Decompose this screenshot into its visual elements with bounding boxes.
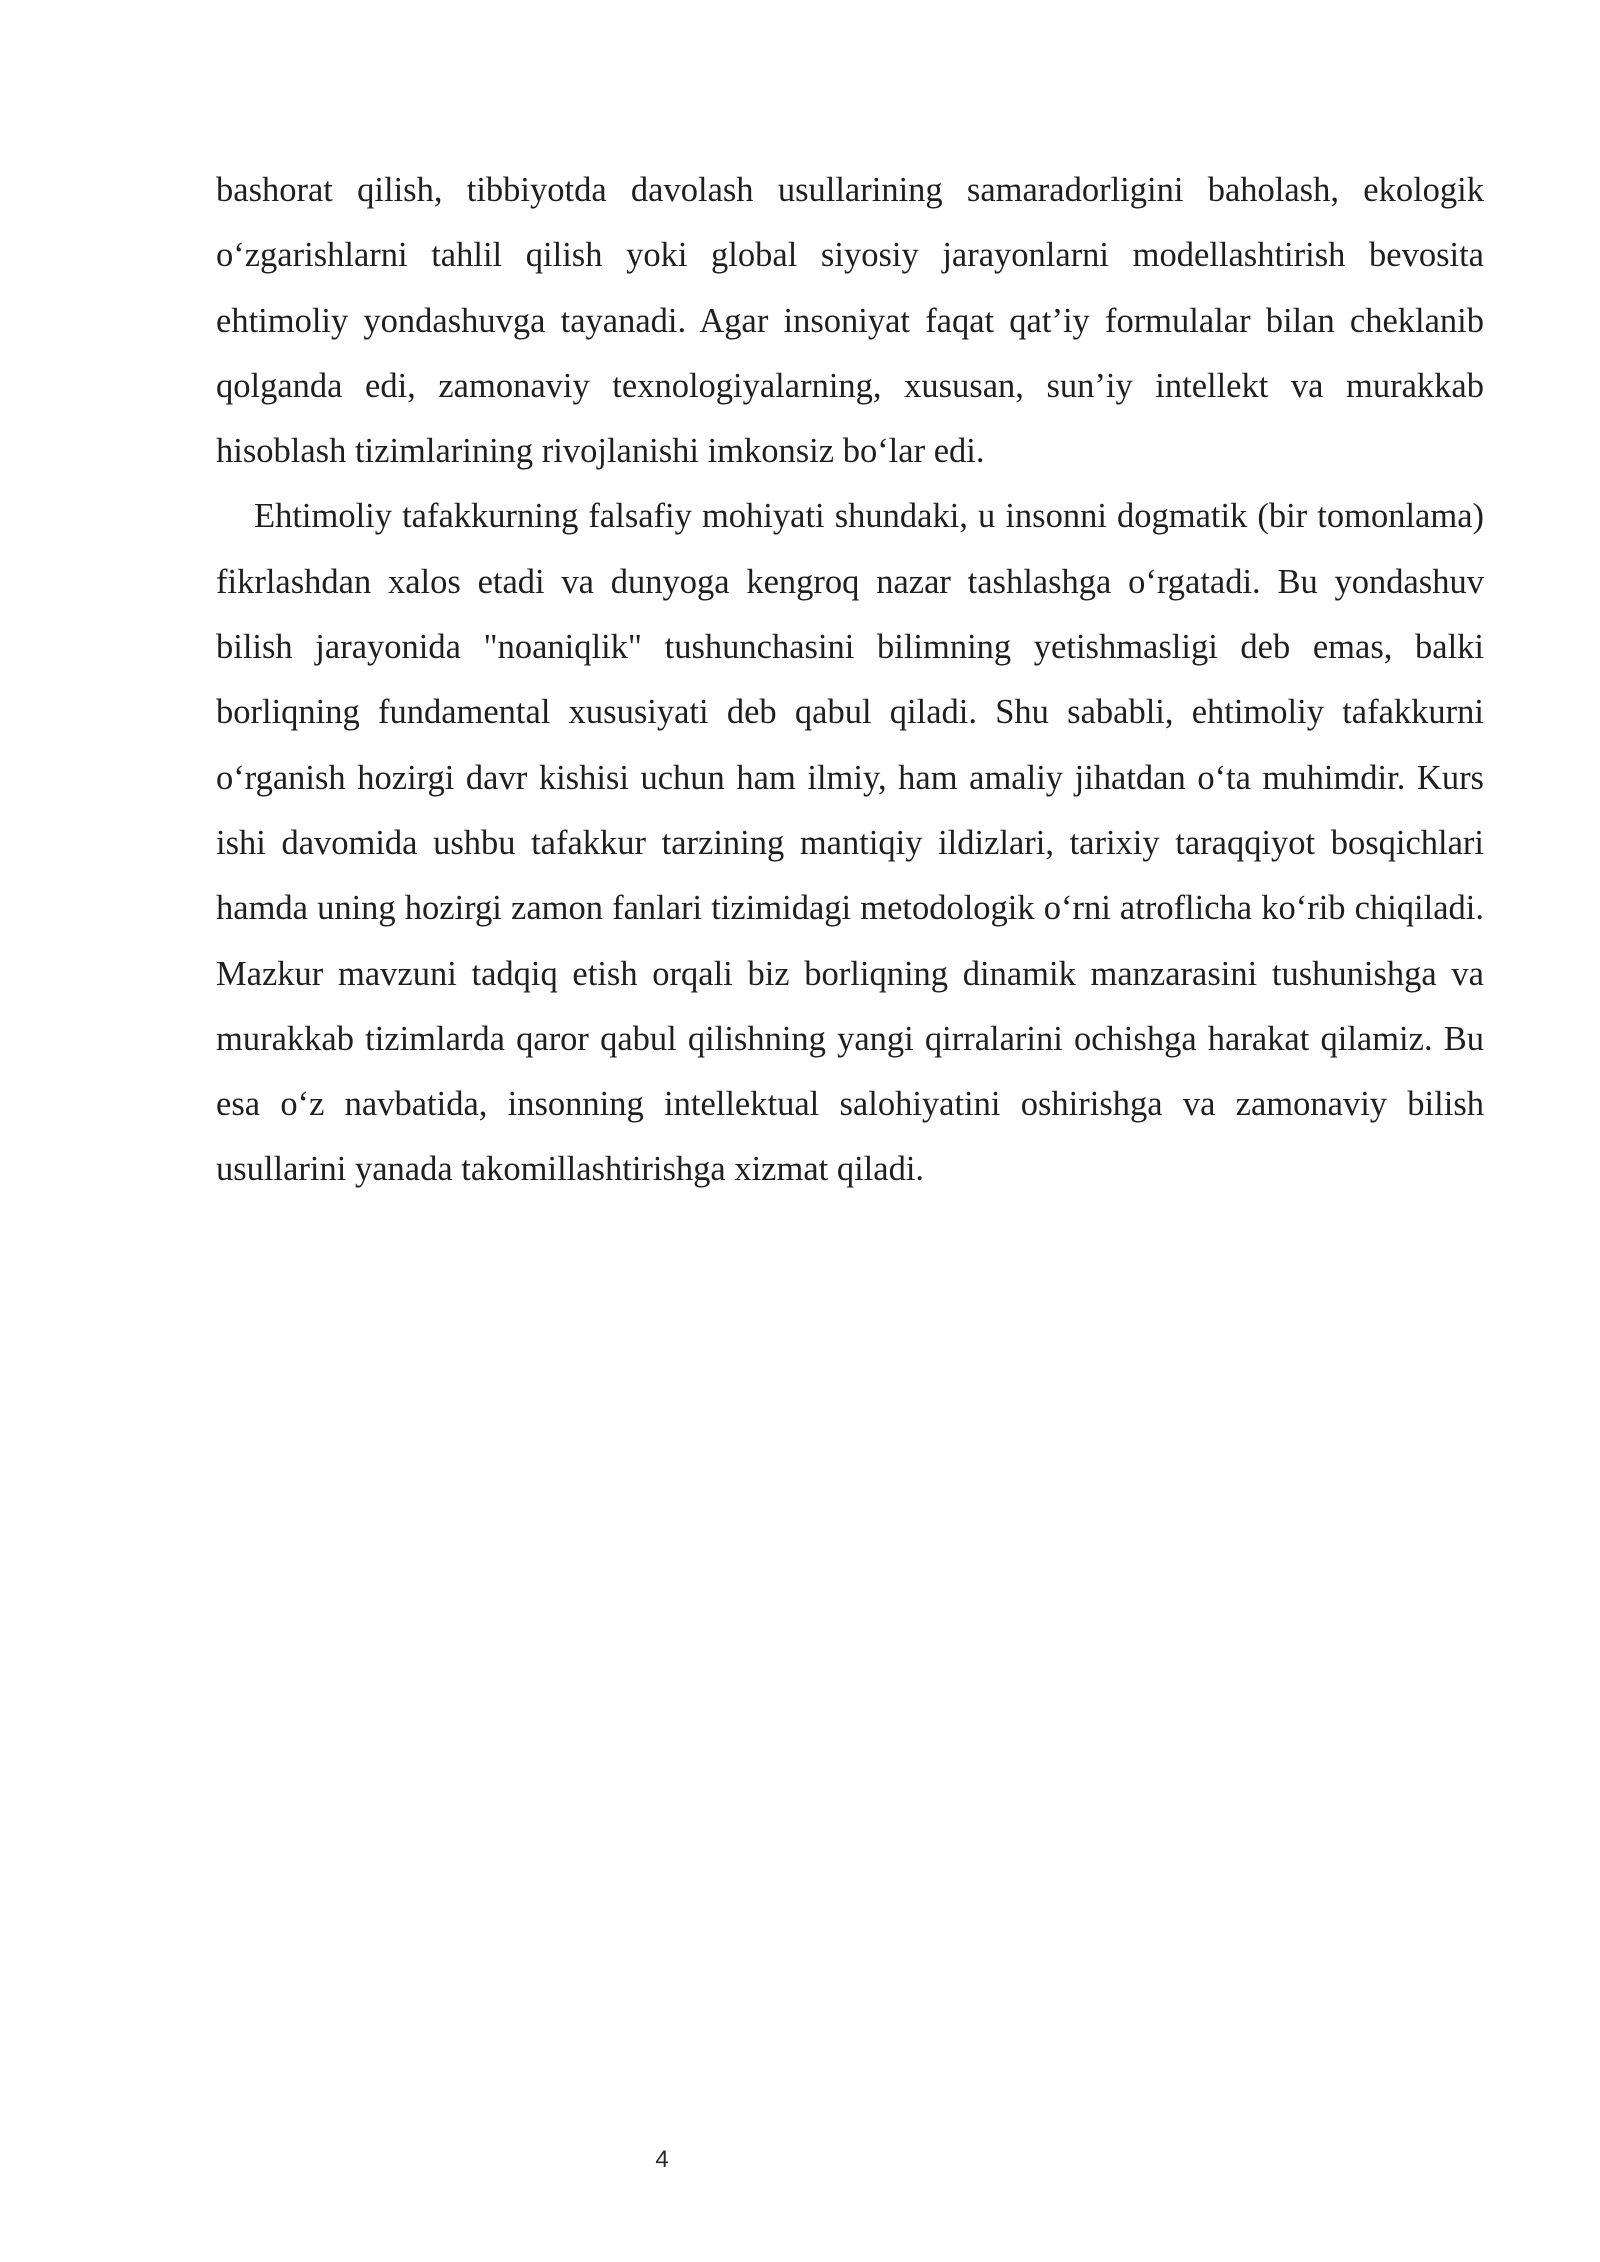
paragraph-main: Ehtimoliy tafakkurning falsafiy mohiyati shundaki, u insonni dogmatik (bir tomonlama) fikrlashdan xalos etadi va dunyoga kengroq nazar tashlashga o‘rgatadi. Bu yondashuv bilish jarayonida "noaniqlik" tushunchasini bilimning yetishmasligi deb emas, balki borliqning fundamental xususiyati deb qabul qiladi. Shu sababli, ehtimoliy tafakkurni o‘rganish hozirgi davr kishisi uchun ham ilmiy, ham amaliy jihatdan o‘ta muhimdir. Kurs ishi davomida ushbu tafakkur tarzining mantiqiy ildizlari, tarixiy taraqqiyot bosqichlari hamda uning hozirgi zamon fanlari tizimidagi metodologik o‘rni atroflicha ko‘rib chiqiladi. Mazkur mavzuni tadqiq etish orqali biz borliqning dinamik manzarasini tushunishga va murakkab tizimlarda qaror qabul qilishning yangi qirralarini ochishga harakat qilamiz. Bu esa o‘z navbatida, insonning intellektual salohiyatini oshirishga va zamonaviy bilish usullarini yanada takomillashtirishga xizmat qiladi. <box>216 497 1484 1189</box>
paragraph-continuation: bashorat qilish, tibbiyotda davolash usullarining samaradorligini baholash, ekologik o‘zgarishlarni tahlil qilish yoki global siyosiy jarayonlarni modellashtirish bevosita ehtimoliy yondashuvga tayanadi. Agar insoniyat faqat qat’iy formulalar bilan cheklanib qolganda edi, zamonaviy texnologiyalarning, xususan, sun’iy intellekt va murakkab hisoblash tizimlarining rivojlanishi imkonsiz bo‘lar edi. <box>216 171 1484 471</box>
body-text <box>216 158 1484 1203</box>
page-number: 4 <box>655 2146 669 2173</box>
